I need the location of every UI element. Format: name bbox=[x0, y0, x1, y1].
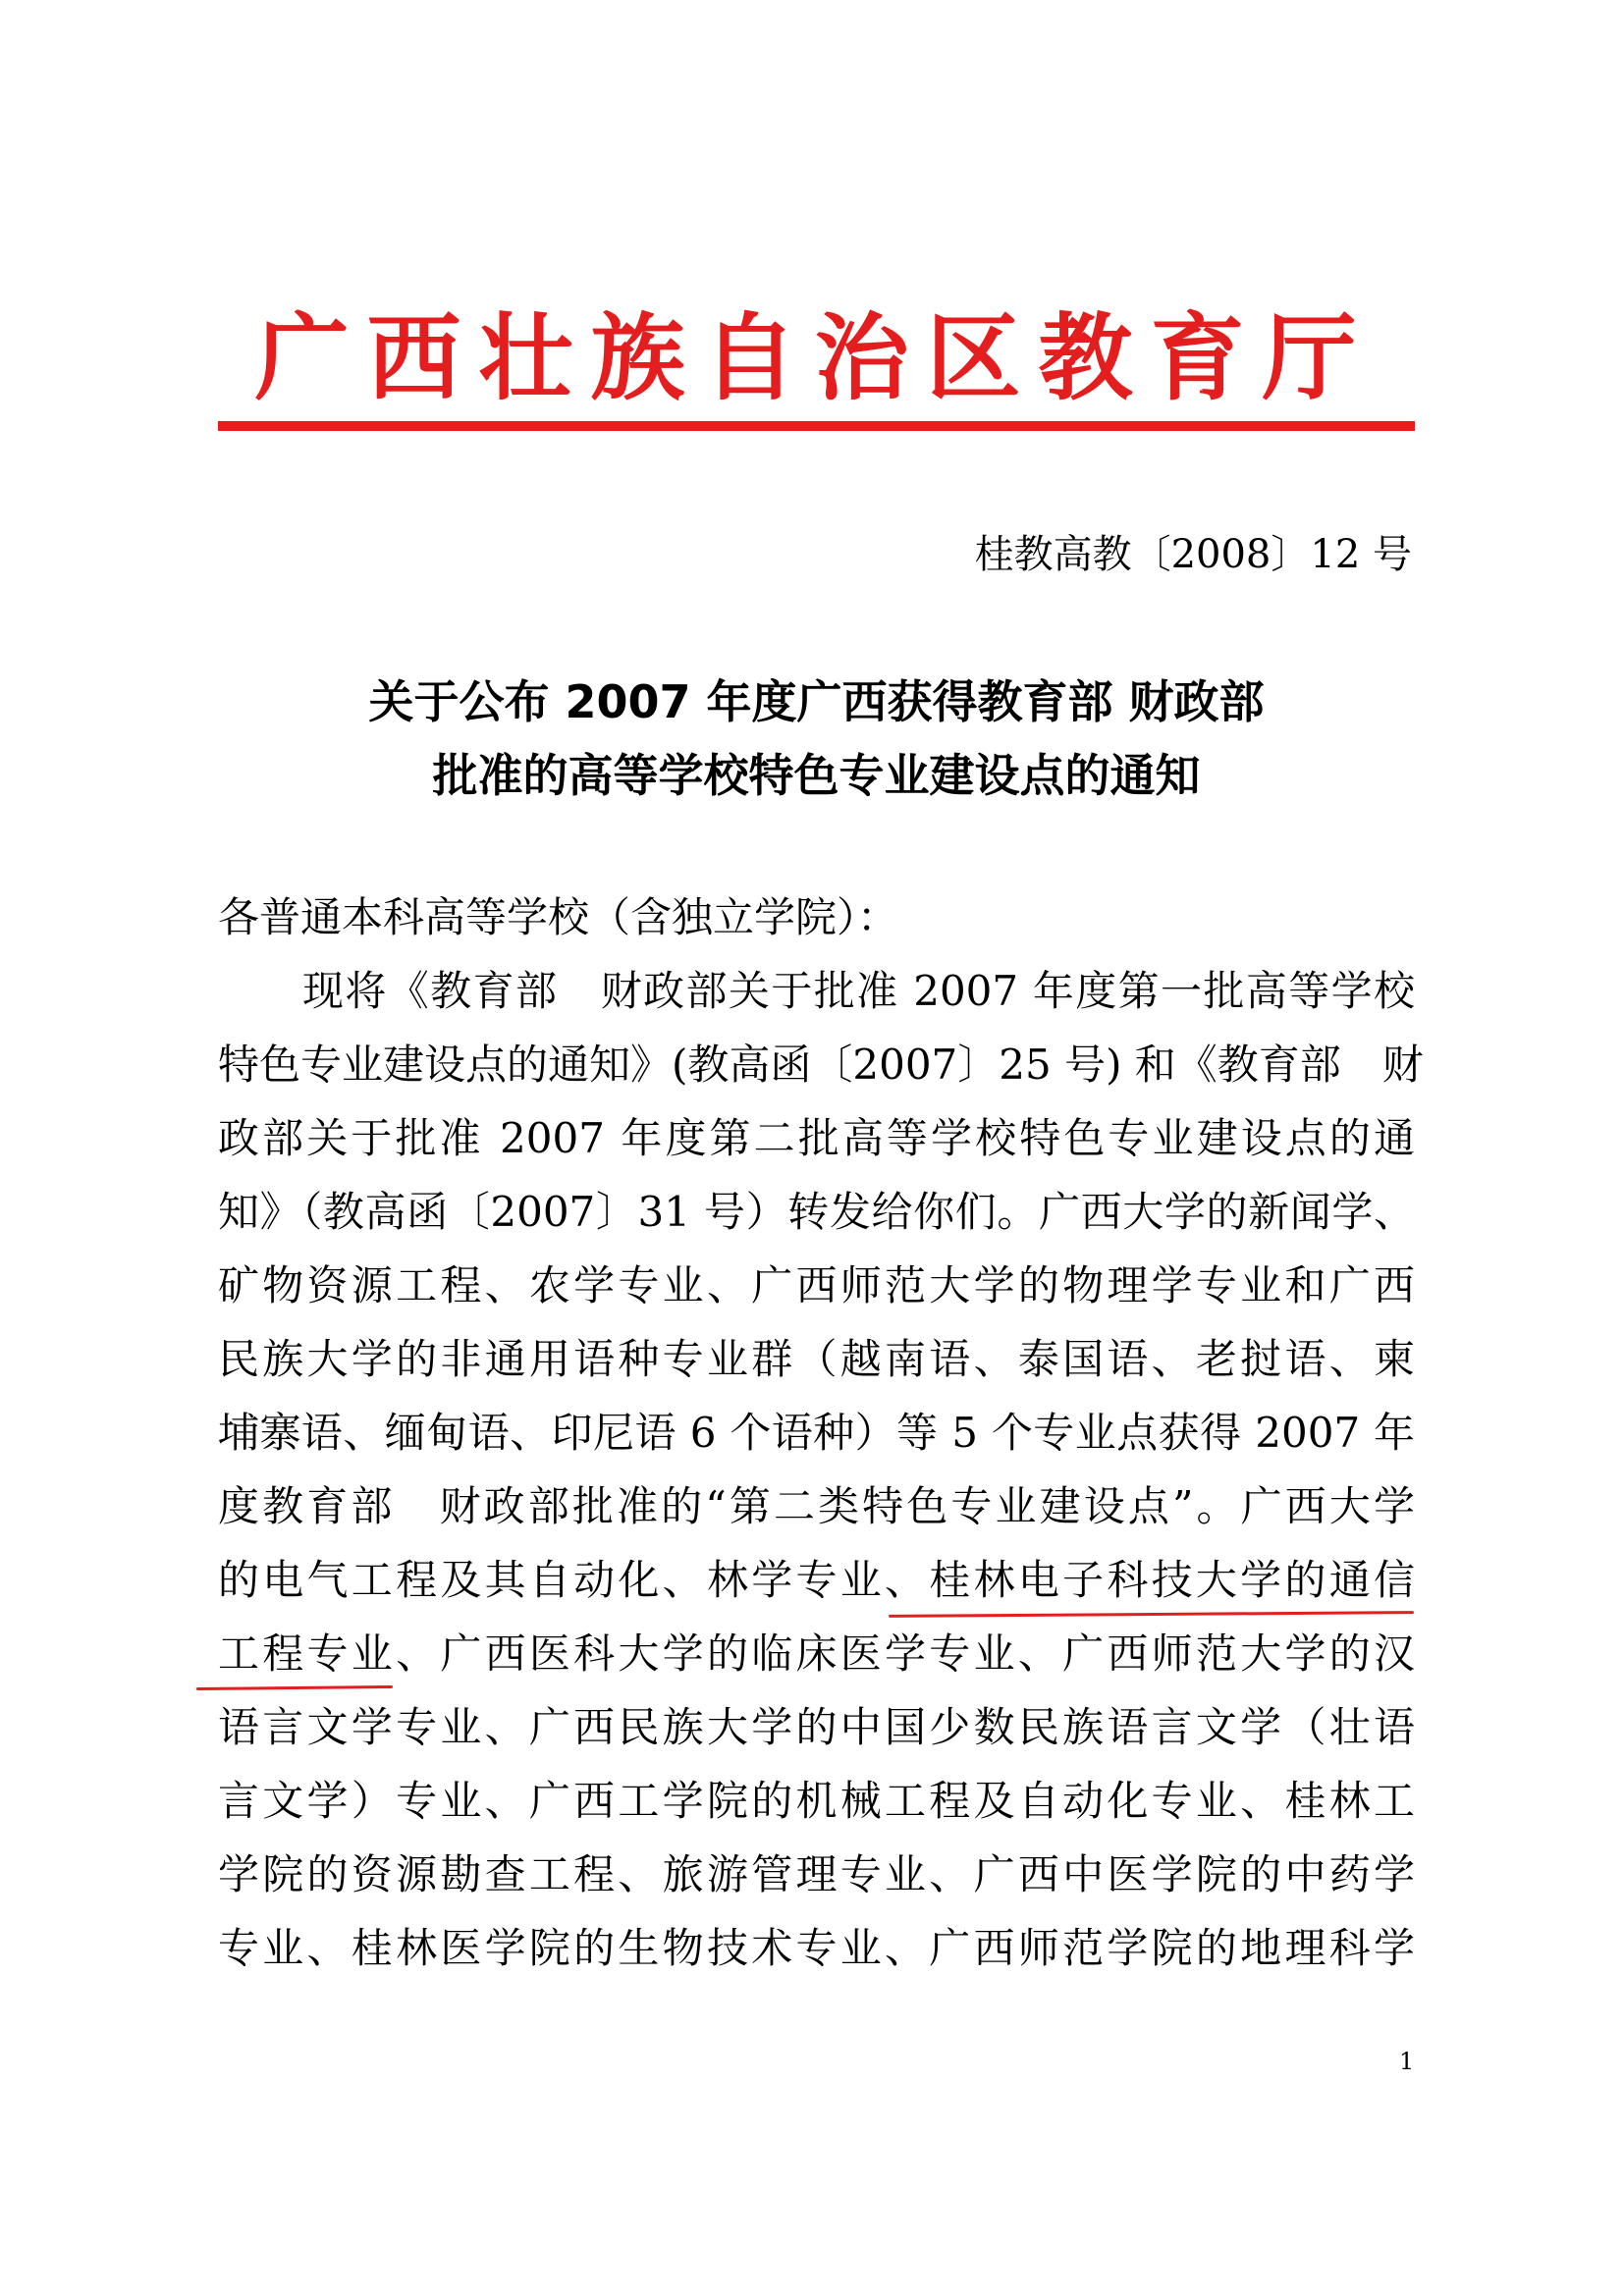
issuer-header: 广西壮族自治区教育厅 bbox=[254, 303, 1375, 413]
body-line: 工程专业、广西医科大学的临床医学专业、广西师范大学的汉 bbox=[218, 1629, 1415, 1678]
body-line: 特色专业建设点的通知》(教高函〔2007〕25 号) 和《教育部 财 bbox=[218, 1041, 1424, 1089]
body-line: 民族大学的非通用语种专业群（越南语、泰国语、老挝语、柬 bbox=[218, 1335, 1415, 1383]
body-line: 度教育部 财政部批准的“第二类特色专业建设点”。广西大学 bbox=[218, 1482, 1415, 1530]
header-red-rule bbox=[218, 421, 1415, 431]
document-number: 桂教高教〔2008〕12 号 bbox=[974, 532, 1412, 577]
body-line: 埔寨语、缅甸语、印尼语 6 个语种）等 5 个专业点获得 2007 年 bbox=[218, 1409, 1415, 1457]
notice-title-line-2: 批准的高等学校特色专业建设点的通知 bbox=[432, 749, 1201, 802]
body-line: 的电气工程及其自动化、林学专业、桂林电子科技大学的通信 bbox=[218, 1556, 1415, 1604]
body-line: 政部关于批准 2007 年度第二批高等学校特色专业建设点的通 bbox=[218, 1114, 1415, 1162]
salutation: 各普通本科高等学校（含独立学院）： bbox=[218, 893, 899, 941]
body-line: 矿物资源工程、农学专业、广西师范大学的物理学专业和广西 bbox=[218, 1261, 1415, 1309]
body-line: 知》（教高函〔2007〕31 号）转发给你们。广西大学的新闻学、 bbox=[218, 1188, 1415, 1236]
body-line: 言文学）专业、广西工学院的机械工程及自动化专业、桂林工 bbox=[218, 1777, 1415, 1825]
body-line: 学院的资源勘查工程、旅游管理专业、广西中医学院的中药学 bbox=[218, 1850, 1415, 1898]
body-line: 专业、桂林医学院的生物技术专业、广西师范学院的地理科学 bbox=[218, 1924, 1415, 1972]
red-underline-mark bbox=[196, 1685, 393, 1690]
page-number: 1 bbox=[1399, 2048, 1415, 2075]
red-underline-mark bbox=[889, 1611, 1414, 1618]
body-line: 语言文学专业、广西民族大学的中国少数民族语言文学（壮语 bbox=[218, 1703, 1415, 1751]
notice-title-line-1: 关于公布 2007 年度广西获得教育部 财政部 bbox=[368, 675, 1265, 728]
body-line: 现将《教育部 财政部关于批准 2007 年度第一批高等学校 bbox=[302, 967, 1415, 1015]
